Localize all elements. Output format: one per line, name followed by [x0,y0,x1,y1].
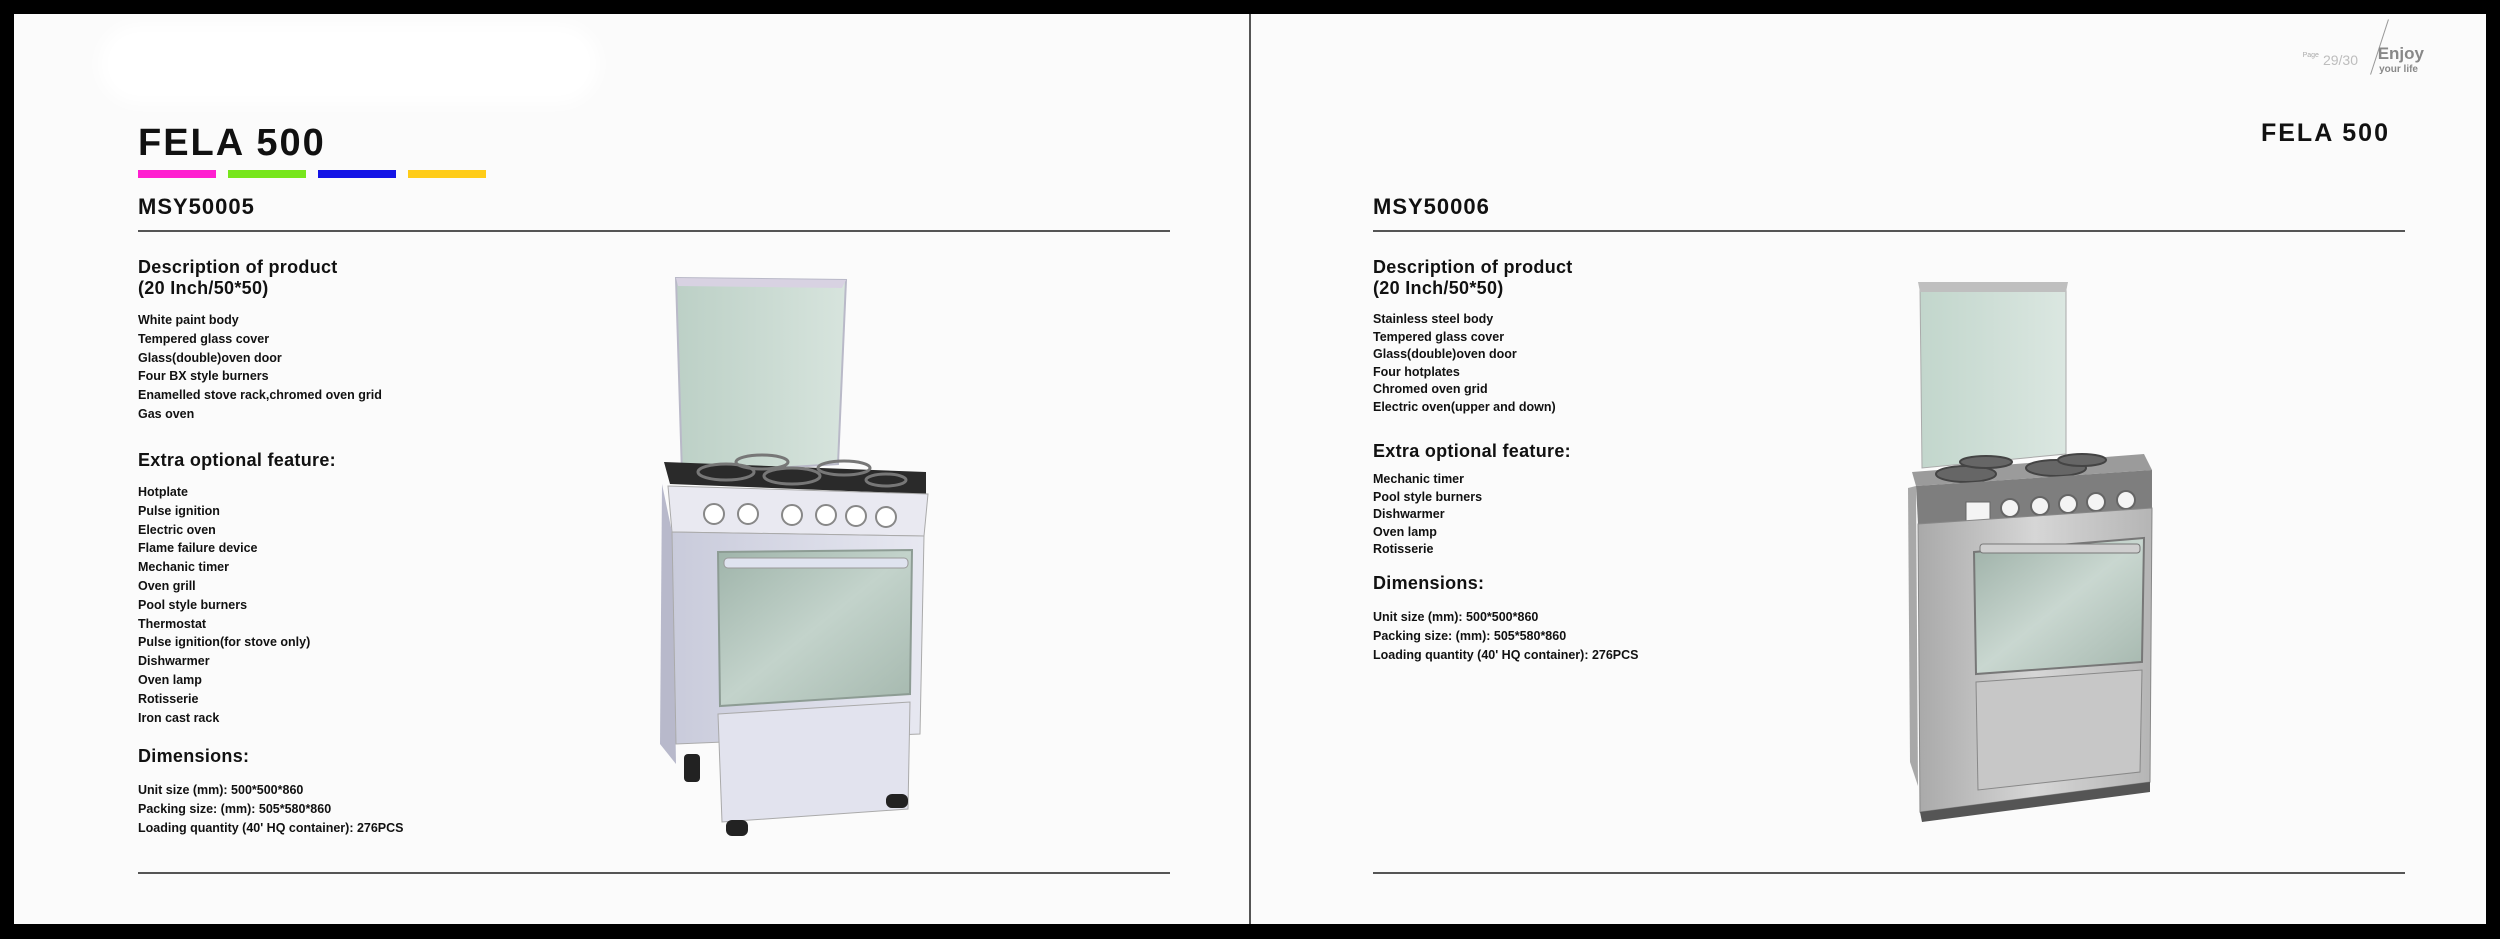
gas-stove-image [654,274,944,844]
list-item: Unit size (mm): 500*500*860 [138,783,304,797]
left-page [14,14,1249,924]
footer-divider [1373,872,2405,874]
blurred-area [109,34,589,94]
brand-title: FELA 500 [138,122,326,164]
color-bar-green [228,170,306,178]
extra-features-list [138,483,310,727]
page-number [2303,52,2358,68]
header-divider [138,230,1170,232]
list-item: Unit size (mm): 500*500*860 [1373,610,1539,624]
electric-stove-image [1906,282,2186,827]
list-item: Pool style burners [1373,489,1483,504]
description-heading: Description of product (20 Inch/50*50) [1373,257,1573,298]
list-item: Electric oven [138,522,216,537]
footer-divider [138,872,1170,874]
list-item: Pulse ignition [138,503,220,518]
list-item: Oven grill [138,578,196,593]
list-item: Glass(double)oven door [138,350,282,365]
list-item: Mechanic timer [138,560,230,575]
color-bar-magenta [138,170,216,178]
list-item: Iron cast rack [138,710,220,725]
model-number: MSY50005 [138,194,255,219]
list-item: Pool style burners [138,597,248,612]
list-item: Loading quantity (40' HQ container): 276PCS [138,820,404,835]
list-item: Dishwarmer [1373,507,1445,522]
list-item: Enamelled stove rack,chromed oven grid [138,388,382,403]
extra-features-list [1373,471,1482,559]
extra-features-heading: Extra optional feature: [1373,441,1571,461]
list-item: Hotplate [138,485,188,499]
description-heading: Description of product (20 Inch/50*50) [138,257,338,298]
color-bar-yellow [408,170,486,178]
list-item: Glass(double)oven door [1373,347,1517,362]
list-item: Gas oven [138,406,195,421]
brand-title: FELA 500 [2260,119,2390,147]
list-item: Thermostat [138,616,207,631]
list-item: Chromed oven grid [1373,382,1488,397]
list-item: Tempered glass cover [138,331,270,346]
list-item: Rotisserie [138,691,199,706]
dimensions-heading: Dimensions: [1373,573,1485,593]
list-item: Four hotplates [1373,364,1460,379]
page-label: Page [2302,52,2319,59]
enjoy-logo-text: Enjoy [2377,44,2424,63]
list-item: Oven lamp [138,672,202,687]
page-count: 29/30 [2322,52,2358,68]
list-item: Mechanic timer [1373,472,1465,486]
tagline-text: your life [2379,64,2418,75]
list-item: Loading quantity (40' HQ container): 276PCS [1373,647,1639,662]
list-item: Dishwarmer [138,654,210,669]
list-item: Oven lamp [1373,524,1437,539]
dimensions-list [138,781,404,837]
list-item: Four BX style burners [138,369,269,384]
description-list [1373,311,1556,417]
color-bar-blue [318,170,396,178]
list-item: Packing size: (mm): 505*580*860 [138,801,332,816]
header-divider [1373,230,2405,232]
dimensions-heading: Dimensions: [138,746,250,766]
color-bars [138,170,486,178]
list-item: Rotisserie [1373,542,1434,557]
list-item: Electric oven(upper and down) [1373,399,1556,414]
list-item: White paint body [138,313,239,327]
extra-features-heading: Extra optional feature: [138,450,336,470]
right-page [1251,14,2486,924]
list-item: Pulse ignition(for stove only) [138,635,311,650]
list-item: Stainless steel body [1373,312,1494,326]
list-item: Packing size: (mm): 505*580*860 [1373,628,1567,643]
list-item: Tempered glass cover [1373,329,1505,344]
model-number: MSY50006 [1373,194,1490,219]
description-list [138,311,382,424]
list-item: Flame failure device [138,541,258,556]
dimensions-list [1373,608,1639,664]
